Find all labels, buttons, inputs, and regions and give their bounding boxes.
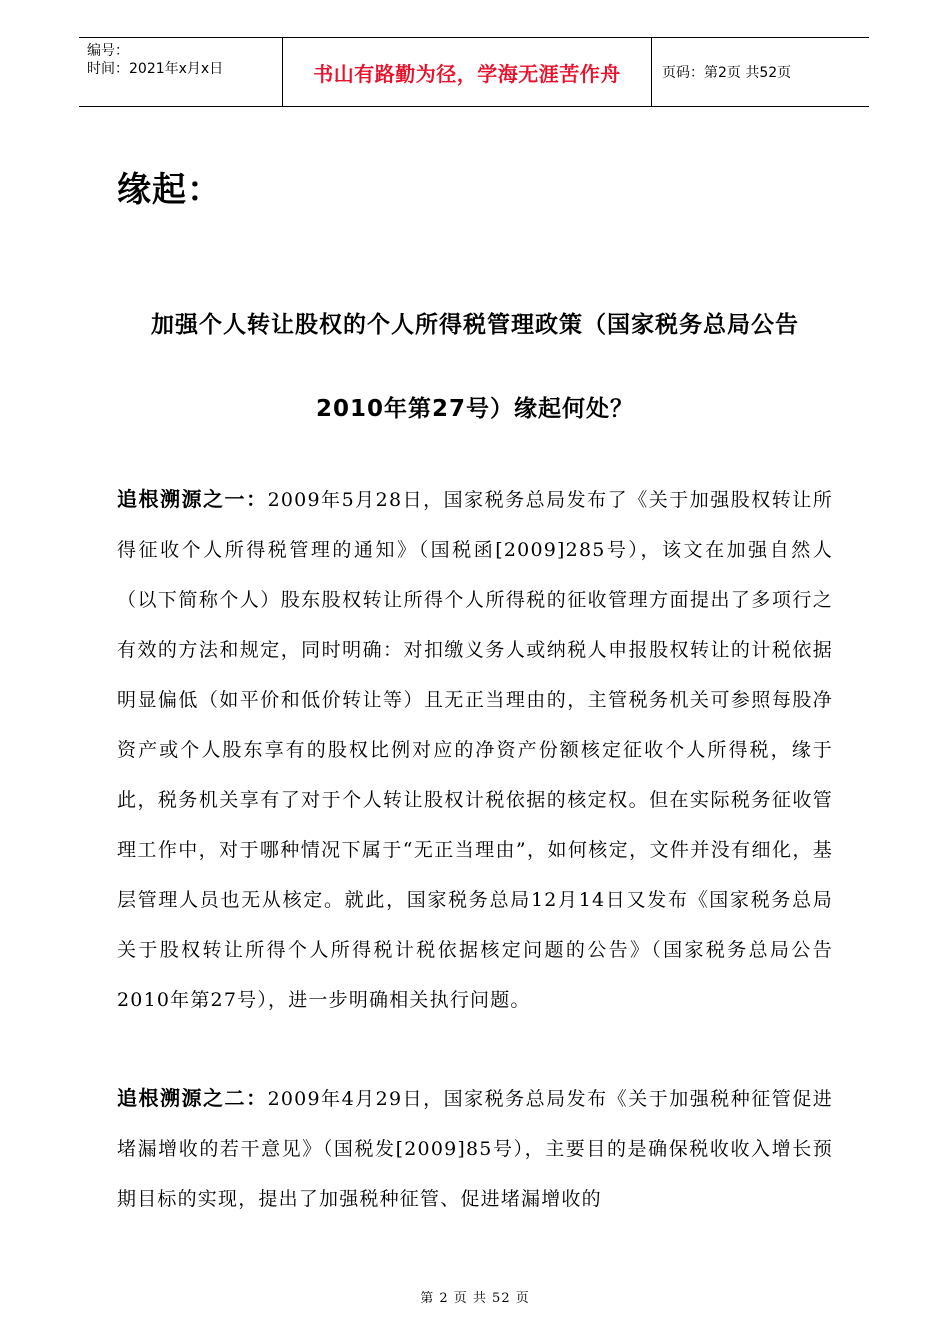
paragraph-2 (117, 1073, 833, 1224)
page-header (79, 37, 869, 107)
title-line-1: 加强个人转让股权的个人所得税管理政策（国家税务总局公告 (151, 312, 799, 338)
paragraph-1-text: 2009年5月28日，国家税务总局发布了《关于加强股权转让所得征收个人所得税管理的通知》（国税函[2009]285号），该文在加强自然人（以下简称个人）股东股权转让所得个人所得税的征收管理方面提出了多项行之有效的方法和规定，同时明确：对扣缴义务人或纳税人申报股权转让的计税依据明显偏低（如平价和低价转让等）且无正当理由的，主管税务机关可参照每股净资产或个人股东享有的股权比例对应的净资产份额核定征收个人所得税，缘于此，税务机关享有了对于个人转让股权计税依据的核定权。但在实际税务征收管理工作中，对于哪种情况下属于“无正当理由”，如何核定，文件并没有细化，基层管理人员也无从核定。就此，国家税务总局12月14日又发布《国家税务总局关于股权转让所得个人所得税计税依据核定问题的公告》（国家税务总局公告2010年第27号），进一步明确相关执行问题。 (117, 489, 834, 1011)
page-footer: 第 2 页 共 52 页 (420, 1291, 530, 1306)
header-motto: 书山有路勤为径，学海无涯苦作舟 (282, 38, 652, 106)
paragraph-2-lead: 追根溯源之二： (117, 1086, 268, 1110)
title-line-2: 2010年第27号）缘起何处？ (315, 396, 635, 422)
number-label: 编号： (87, 43, 129, 59)
section-heading: 缘起： (117, 170, 222, 210)
time-label: 时间：2021年x月x日 (87, 61, 224, 77)
paragraph-1-lead: 追根溯源之一： (117, 487, 268, 511)
paragraph-2-text: 2009年4月29日，国家税务总局发布《关于加强税种征管促进堵漏增收的若干意见》（国税发[2009]85号），主要目的是确保税收收入增长预期目标的实现，提出了加强税种征管、促进堵漏增收的 (117, 1088, 834, 1210)
header-page-label: 页码：第2页 共52页 (662, 65, 792, 81)
header-meta (79, 38, 282, 106)
paragraph-1 (117, 474, 833, 1025)
